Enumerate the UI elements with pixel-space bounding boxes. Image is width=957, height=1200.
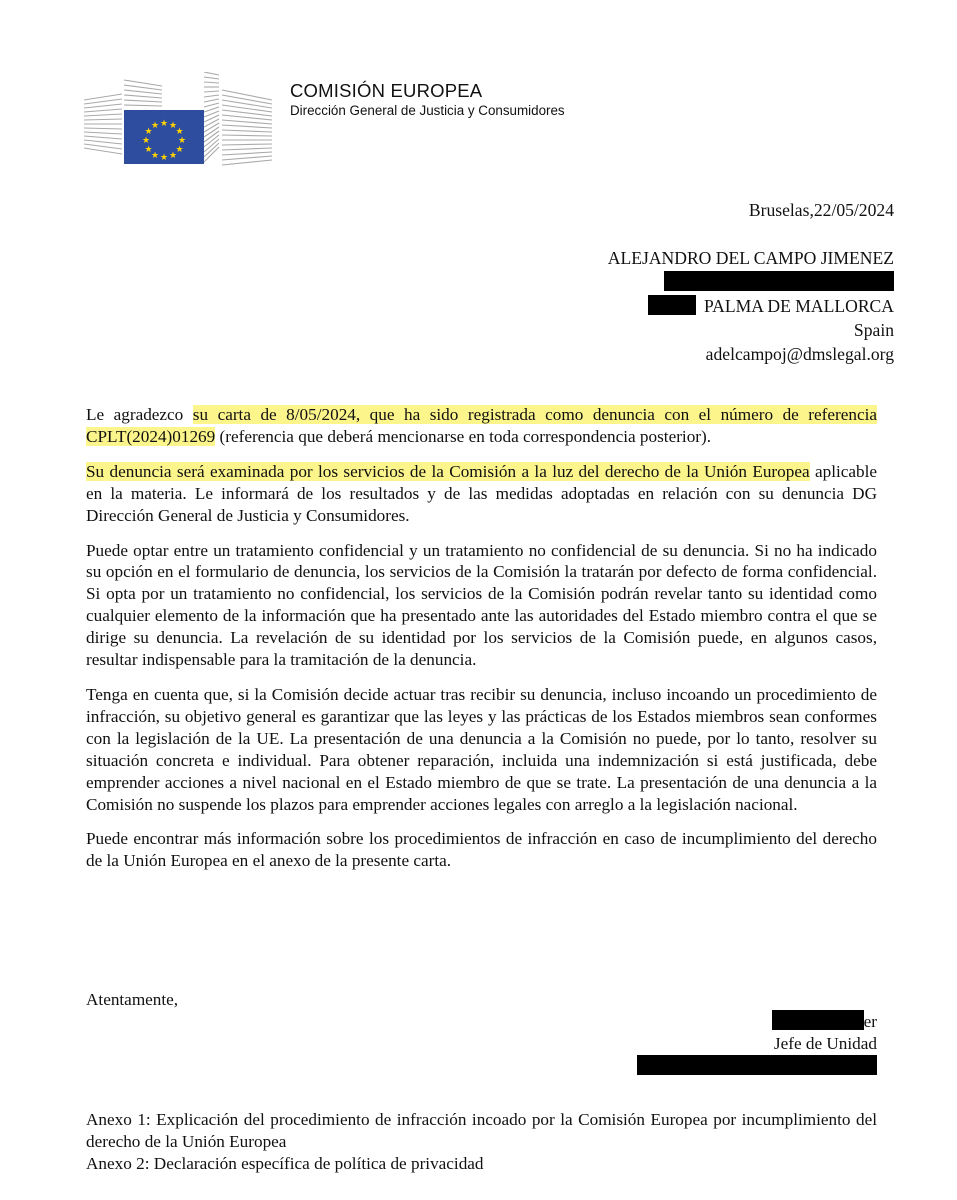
org-name: COMISIÓN EUROPEA bbox=[290, 80, 483, 101]
svg-text:★: ★ bbox=[175, 127, 184, 137]
svg-text:★: ★ bbox=[159, 153, 169, 163]
recipient-country: Spain bbox=[853, 320, 894, 340]
letterhead bbox=[290, 80, 565, 119]
svg-text:★: ★ bbox=[150, 121, 160, 131]
paragraph-3: Puede optar entre un tratamiento confidencial y un tratamiento no confidencial de su denuncia. Si no ha indicado su opción en el formulario de denuncia, los servicios de la Comisión la tratarán por defecto de forma confidencial. Si opta por un tratamiento no confidencial, los servicios de la Comisión podrán revelar tanto su identidad como cualquier elemento de la información que ha presentado ante las autoridades del Estado miembro contra el que se dirige su denuncia. La revelación de su identidad por los servicios de la Comisión puede, en algunos casos, resultar indispensable para la tramitación de la denuncia. bbox=[86, 540, 877, 670]
highlighted-text: su carta de 8/05/2024, que ha sido registrada como denuncia con el número de referencia CPLT(2024)01269 bbox=[86, 405, 877, 446]
address-line-redacted bbox=[608, 270, 894, 294]
annex-2: Anexo 2: Declaración específica de política de privacidad bbox=[86, 1153, 484, 1173]
closing: Atentamente, bbox=[86, 990, 179, 1009]
paragraph-1 bbox=[86, 404, 877, 448]
svg-text:★: ★ bbox=[159, 119, 169, 129]
recipient-address bbox=[608, 246, 894, 366]
text-span: aplicable en la materia. Le informará de los resultados y de las medidas adoptadas en relación con su denuncia DG Dirección General de Justicia y Consumidores. bbox=[86, 461, 877, 525]
signer-name bbox=[637, 1010, 877, 1033]
redaction-bar bbox=[637, 1055, 877, 1075]
recipient-name: ALEJANDRO DEL CAMPO JIMENEZ bbox=[607, 248, 894, 268]
text-span: (referencia que deberá mencionarse en toda correspondencia posterior). bbox=[215, 426, 712, 446]
signer-name-suffix: er bbox=[863, 1012, 877, 1031]
letter-body bbox=[86, 404, 877, 885]
european-commission-logo bbox=[84, 72, 274, 167]
recipient-email: adelcampoj@dmslegal.org bbox=[705, 344, 894, 364]
signature-block bbox=[637, 1010, 877, 1078]
svg-text:★: ★ bbox=[168, 121, 178, 131]
paragraph-5: Puede encontrar más información sobre los procedimientos de infracción en caso de incumplimiento del derecho de la Unión Europea en el anexo de la presente carta. bbox=[86, 829, 877, 871]
paragraph-4: Tenga en cuenta que, si la Comisión decide actuar tras recibir su denuncia, incluso incoando un procedimiento de infracción, su objetivo general es garantizar que las leyes y las prácticas de los Estados miembros sean conformes con la legislación de la UE. La presentación de una denuncia a la Comisión no puede, por lo tanto, resolver su situación concreta e individual. Para obtener reparación, incluida una indemnización si está justificada, debe emprender acciones a nivel nacional en el Estado miembro de que se trate. La presentación de una denuncia a la Comisión no suspende los plazos para emprender acciones legales con arreglo a la legislación nacional. bbox=[86, 684, 877, 814]
svg-text:★: ★ bbox=[144, 145, 153, 155]
annex-1: Anexo 1: Explicación del procedimiento de infracción incoado por la Comisión Europea por incumplimiento del derecho de la Unión Europea bbox=[86, 1110, 877, 1151]
paragraph-2 bbox=[86, 461, 877, 527]
svg-text:★: ★ bbox=[175, 145, 184, 155]
annex-list bbox=[86, 1109, 877, 1175]
redaction-bar bbox=[772, 1010, 864, 1030]
city-line bbox=[608, 294, 894, 318]
highlighted-text: Su denuncia será examinada por los servicios de la Comisión a la luz del derecho de la Unión Europea bbox=[86, 461, 810, 481]
text-span: Le agradezco bbox=[86, 405, 193, 424]
signer-unit-redacted bbox=[637, 1055, 877, 1078]
svg-text:★: ★ bbox=[150, 151, 160, 161]
svg-text:★: ★ bbox=[168, 151, 178, 161]
recipient-city: PALMA DE MALLORCA bbox=[704, 296, 894, 316]
date-line: Bruselas,22/05/2024 bbox=[748, 200, 894, 220]
svg-text:★: ★ bbox=[144, 127, 153, 137]
redaction-bar bbox=[664, 271, 894, 291]
signer-title: Jefe de Unidad bbox=[773, 1034, 877, 1053]
department-name: Dirección General de Justicia y Consumidores bbox=[290, 103, 565, 118]
svg-text:★: ★ bbox=[141, 136, 151, 146]
redaction-bar bbox=[648, 295, 696, 315]
svg-text:★: ★ bbox=[177, 136, 187, 146]
